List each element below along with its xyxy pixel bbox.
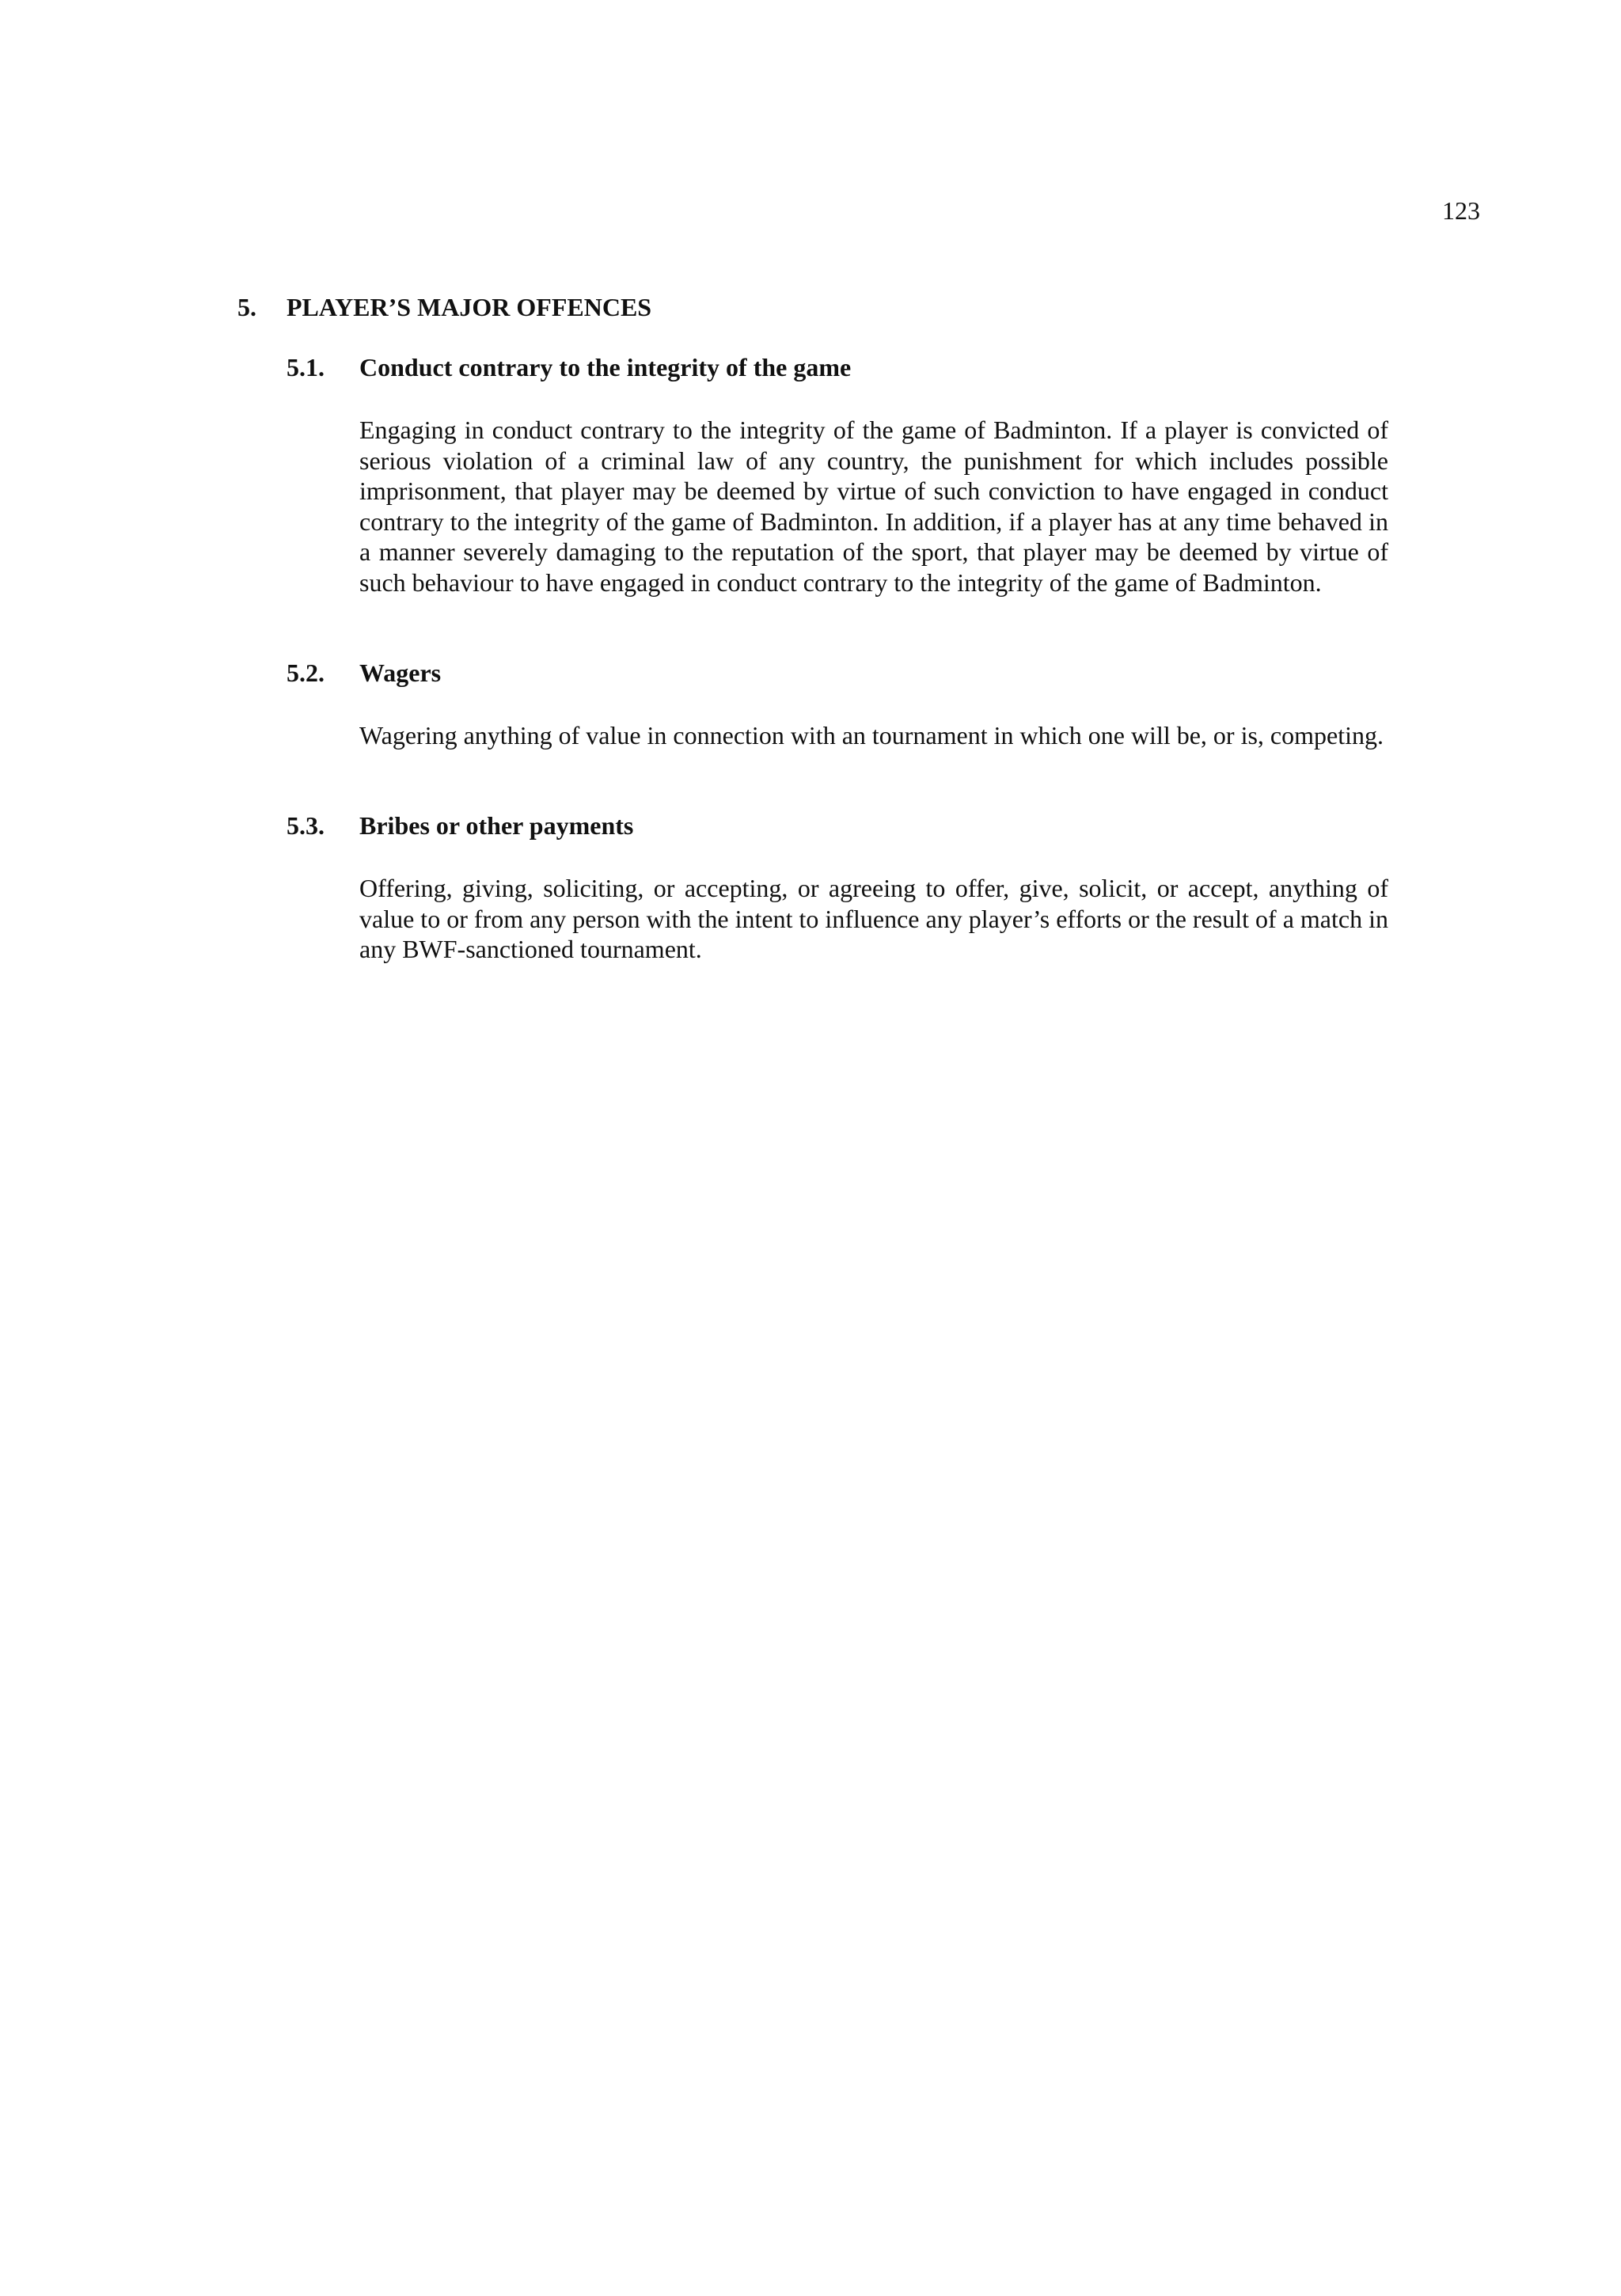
subsection-conduct <box>287 351 1395 598</box>
subsection-title: Conduct contrary to the integrity of the game <box>359 353 852 381</box>
subsection-number: 5.2. <box>287 658 325 687</box>
section-heading <box>237 291 651 323</box>
subsection-heading <box>287 810 1395 841</box>
subsection-title: Wagers <box>359 658 442 687</box>
subsection-paragraph: Wagering anything of value in connection with an tournament in which one will be, or is, competing. <box>359 721 1384 750</box>
section-number: 5. <box>237 293 256 321</box>
subsection-paragraph: Offering, giving, soliciting, or accepting, or agreeing to offer, give, solicit, or accept, anything of value to or from any person with the intent to influence any player’s efforts or the result of a match in any BWF-sanctioned tournament. <box>359 874 1388 963</box>
subsection-heading <box>287 657 1395 689</box>
subsection-wagers <box>287 657 1395 751</box>
page-number: 123 <box>1442 196 1480 225</box>
subsection-paragraph: Engaging in conduct contrary to the integrity of the game of Badminton. If a player is convicted of serious violation of a criminal law of any country, the punishment for which includes possible imprisonment, that player may be deemed by virtue of such conviction to have engaged in conduct contrary to the integrity of the game of Badminton. In addition, if a player has at any time behaved in a manner severely damaging to the reputation of the sport, that player may be deemed by virtue of such behaviour to have engaged in conduct contrary to the integrity of the game of Badminton. <box>359 416 1388 597</box>
subsection-number: 5.1. <box>287 353 325 381</box>
subsection-bribes <box>287 810 1395 965</box>
subsection-number: 5.3. <box>287 811 325 840</box>
subsection-title: Bribes or other payments <box>359 811 634 840</box>
subsection-heading <box>287 351 1395 383</box>
section-title: PLAYER’S MAJOR OFFENCES <box>287 293 652 321</box>
